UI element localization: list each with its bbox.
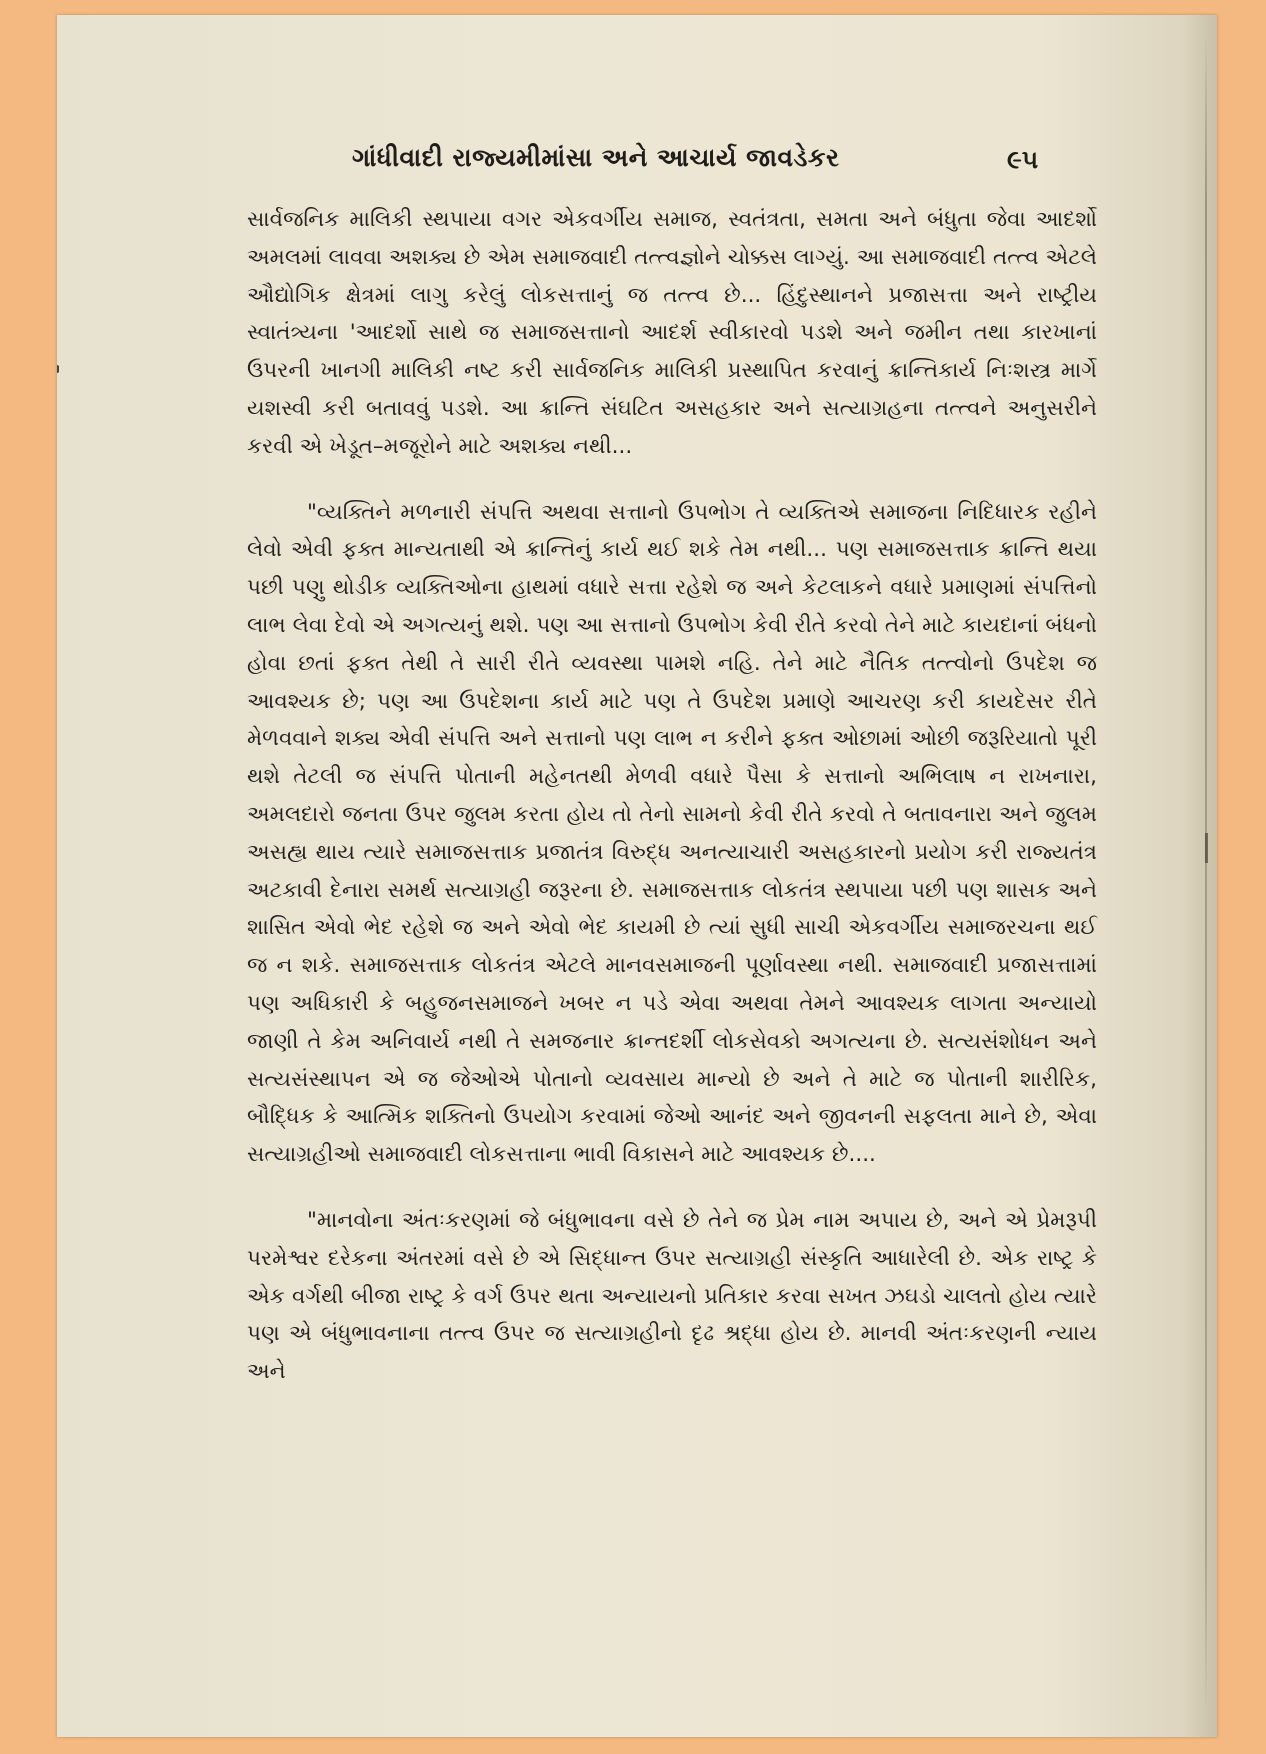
page-header	[57, 143, 1217, 183]
paragraph-1: સાર્વજનિક માલિકી સ્થપાયા વગર એકવર્ગીય સમાજ, સ્વતંત્રતા, સમતા અને બંધુતા જેવા આદર્શો અમલમાં લાવવા અશક્ય છે એમ સમાજવાદી તત્ત્વજ્ઞોને ચોક્કસ લાગ્યું. આ સમાજવાદી તત્ત્વ એટલે ઔદ્યોગિક ક્ષેત્રમાં લાગુ કરેલું લોકસત્તાનું જ તત્ત્વ છે... હિંદુસ્થાનને પ્રજાસત્તા અને રાષ્ટ્રીય સ્વાતંત્ર્યના 'આદર્શો સાથે જ સમાજસત્તાનો આદર્શ સ્વીકારવો પડશે અને જમીન તથા કારખાનાં ઉપરની ખાનગી માલિકી નષ્ટ કરી સાર્વજનિક માલિકી પ્રસ્થાપિત કરવાનું ક્રાન્તિકાર્ય નિઃશસ્ત્ર માર્ગે યશસ્વી કરી બતાવવું પડશે. આ ક્રાન્તિ સંઘટિત અસહકાર અને સત્યાગ્રહના તત્ત્વને અનુસરીને કરવી એ ખેડૂત–મજૂરોને માટે અશક્ય નથી...	[247, 207, 1097, 459]
margin-speck	[57, 365, 59, 373]
book-page	[57, 15, 1217, 1737]
body-text	[247, 201, 1097, 1391]
page-number: ૯૫	[1007, 145, 1039, 174]
running-title: ગાંધીવાદી રાજ્યમીમાંસા અને આચાર્ય જાવડેકર	[352, 143, 840, 172]
paragraph-3: "માનવોના અંતઃકરણમાં જે બંધુભાવના વસે છે તેને જ પ્રેમ નામ અપાય છે, અને એ પ્રેમરૂપી પરમેશ્વર દરેકના અંતરમાં વસે છે એ સિદ્ધાન્ત ઉપર સત્યાગ્રહી સંસ્કૃતિ આધારેલી છે. એક રાષ્ટ્ર કે એક વર્ગથી બીજા રાષ્ટ્ર કે વર્ગ ઉપર થતા અન્યાયનો પ્રતિકાર કરવા સખત ઝઘડો ચાલતો હોય ત્યારે પણ એ બંધુભાવનાના તત્ત્વ ઉપર જ સત્યાગ્રહીનો દૃઢ શ્રદ્ધા હોય છે. માનવી અંતઃકરણની ન્યાય અને	[247, 1207, 1097, 1385]
page-binding-edge	[1205, 35, 1207, 1715]
paragraph-2: "વ્યક્તિને મળનારી સંપત્તિ અથવા સત્તાનો ઉપભોગ તે વ્યક્તિએ સમાજના નિદિધારક રહીને લેવો એવી ફક્ત માન્યતાથી એ ક્રાન્તિનું કાર્ય થઈ શકે તેમ નથી... પણ સમાજસત્તાક ક્રાન્તિ થયા પછી પણુ થોડીક વ્યક્તિઓના હાથમાં વધારે સત્તા રહેશે જ અને કેટલાકને વધારે પ્રમાણમાં સંપત્તિનો લાભ લેવા દેવો એ અગત્યનું થશે. પણ આ સત્તાનો ઉપભોગ કેવી રીતે કરવો તેને માટે કાયદાનાં બંધનો હોવા છતાં ફક્ત તેથી તે સારી રીતે વ્યવસ્થા પામશે નહિ. તેને માટે નૈતિક તત્ત્વોનો ઉપદેશ જ આવશ્યક છે; પણ આ ઉપદેશના કાર્ય માટે પણ તે ઉપદેશ પ્રમાણે આચરણ કરી કાયદેસર રીતે મેળવવાને શક્ય એવી સંપત્તિ અને સત્તાનો પણ લાભ ન કરીને ફક્ત ઓછામાં ઓછી જરૂરિયાતો પૂરી થશે તેટલી જ સંપત્તિ પોતાની મહેનતથી મેળવી વધારે પૈસા કે સત્તાનો અભિલાષ ન રાખનારા, અમલદારો જનતા ઉપર જુલમ કરતા હોય તો તેનો સામનો કેવી રીતે કરવો તે બતાવનારા અને જુલમ અસહ્ય થાય ત્યારે સમાજસત્તાક પ્રજાતંત્ર વિરુદ્ધ અનત્યાચારી અસહકારનો પ્રયોગ કરી રાજ્યતંત્ર અટકાવી દેનારા સમર્થ સત્યાગ્રહી જરૂરના છે. સમાજસત્તાક લોકતંત્ર સ્થપાયા પછી પણ શાસક અને શાસિત એવો ભેદ રહેશે જ અને એવો ભેદ કાયમી છે ત્યાં સુધી સાચી એકવર્ગીય સમાજરચના થઈ જ ન શકે. સમાજસત્તાક લોકતંત્ર એટલે માનવસમાજની પૂર્ણાવસ્થા નથી. સમાજવાદી પ્રજાસત્તામાં પણ અધિકારી કે બહુજનસમાજને ખબર ન પડે એવા અથવા તેમને આવશ્યક લાગતા અન્યાયો જાણી તે કેમ અનિવાર્ય નથી તે સમજનાર ક્રાન્તદર્શી લોકસેવકો અગત્યના છે. સત્યસંશોધન અને સત્યસંસ્થાપન એ જ જેઓએ પોતાનો વ્યવસાય માન્યો છે અને તે માટે જ પોતાની શારીરિક, બૌદ્ધિક કે આત્મિક શક્તિનો ઉપયોગ કરવામાં જેઓ આનંદ અને જીવનની સફલતા માને છે, એવા સત્યાગ્રહીઓ સમાજવાદી લોકસત્તાના ભાવી વિકાસને માટે આવશ્યક છે....	[247, 499, 1097, 1168]
margin-mark-line	[1205, 833, 1208, 863]
